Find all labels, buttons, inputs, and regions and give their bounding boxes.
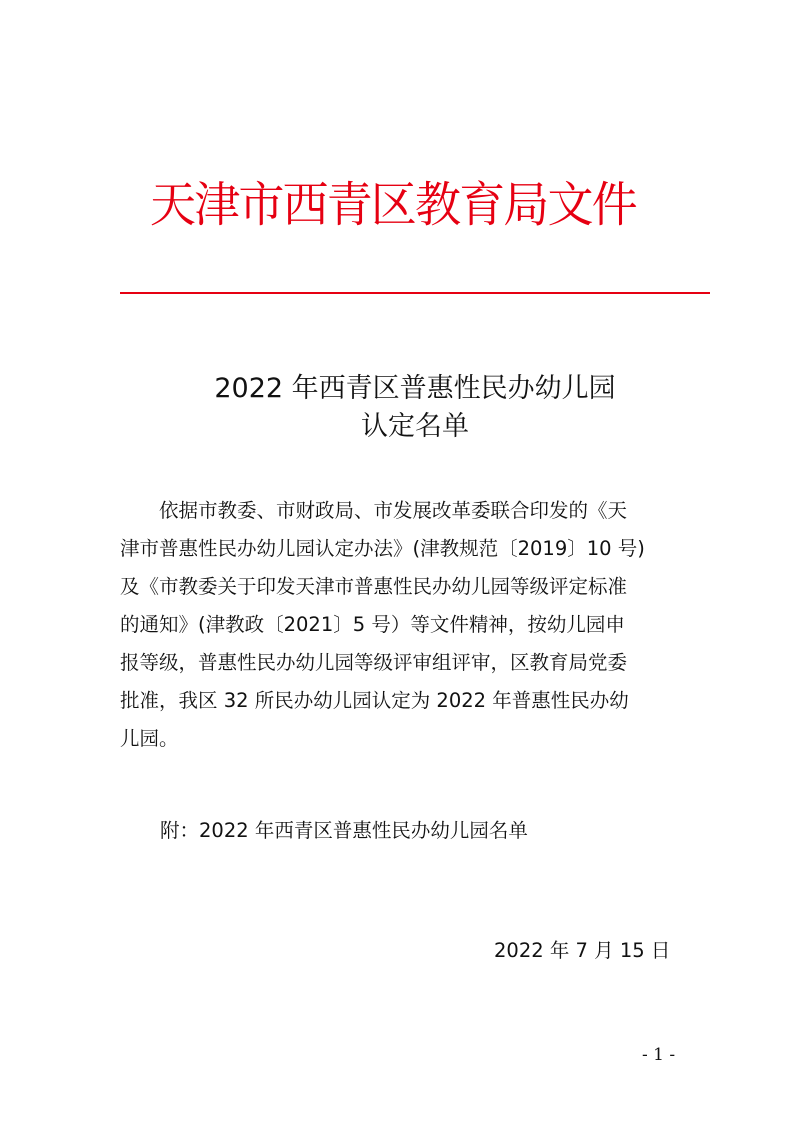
body-line: 批准，我区 32 所民办幼儿园认定为 2022 年普惠性民办幼: [120, 689, 629, 712]
page-number: - 1 -: [642, 1045, 676, 1065]
body-line: 儿园。: [120, 727, 179, 750]
red-header-rule: [120, 292, 710, 294]
document-header-title: 天津市西青区教育局文件: [150, 177, 636, 233]
body-line: 的通知》(津教政〔2021〕5 号）等文件精神，按幼儿园申: [120, 613, 625, 636]
body-line: 及《市教委关于印发天津市普惠性民办幼儿园等级评定标准: [120, 575, 628, 598]
body-paragraph: [120, 492, 680, 758]
body-line: 报等级，普惠性民办幼儿园等级评审组评审，区教育局党委: [120, 651, 628, 674]
document-date: 2022 年 7 月 15 日: [494, 939, 671, 962]
body-line: 津市普惠性民办幼儿园认定办法》(津教规范〔2019〕10 号): [120, 537, 645, 560]
document-title-line-1: 2022 年西青区普惠性民办幼儿园: [214, 373, 616, 404]
attachment-note: 附：2022 年西青区普惠性民办幼儿园名单: [160, 819, 528, 842]
document-title: [120, 370, 710, 446]
document-title-line-2: 认定名单: [361, 411, 469, 442]
body-line: 依据市教委、市财政局、市发展改革委联合印发的《天: [120, 499, 628, 522]
